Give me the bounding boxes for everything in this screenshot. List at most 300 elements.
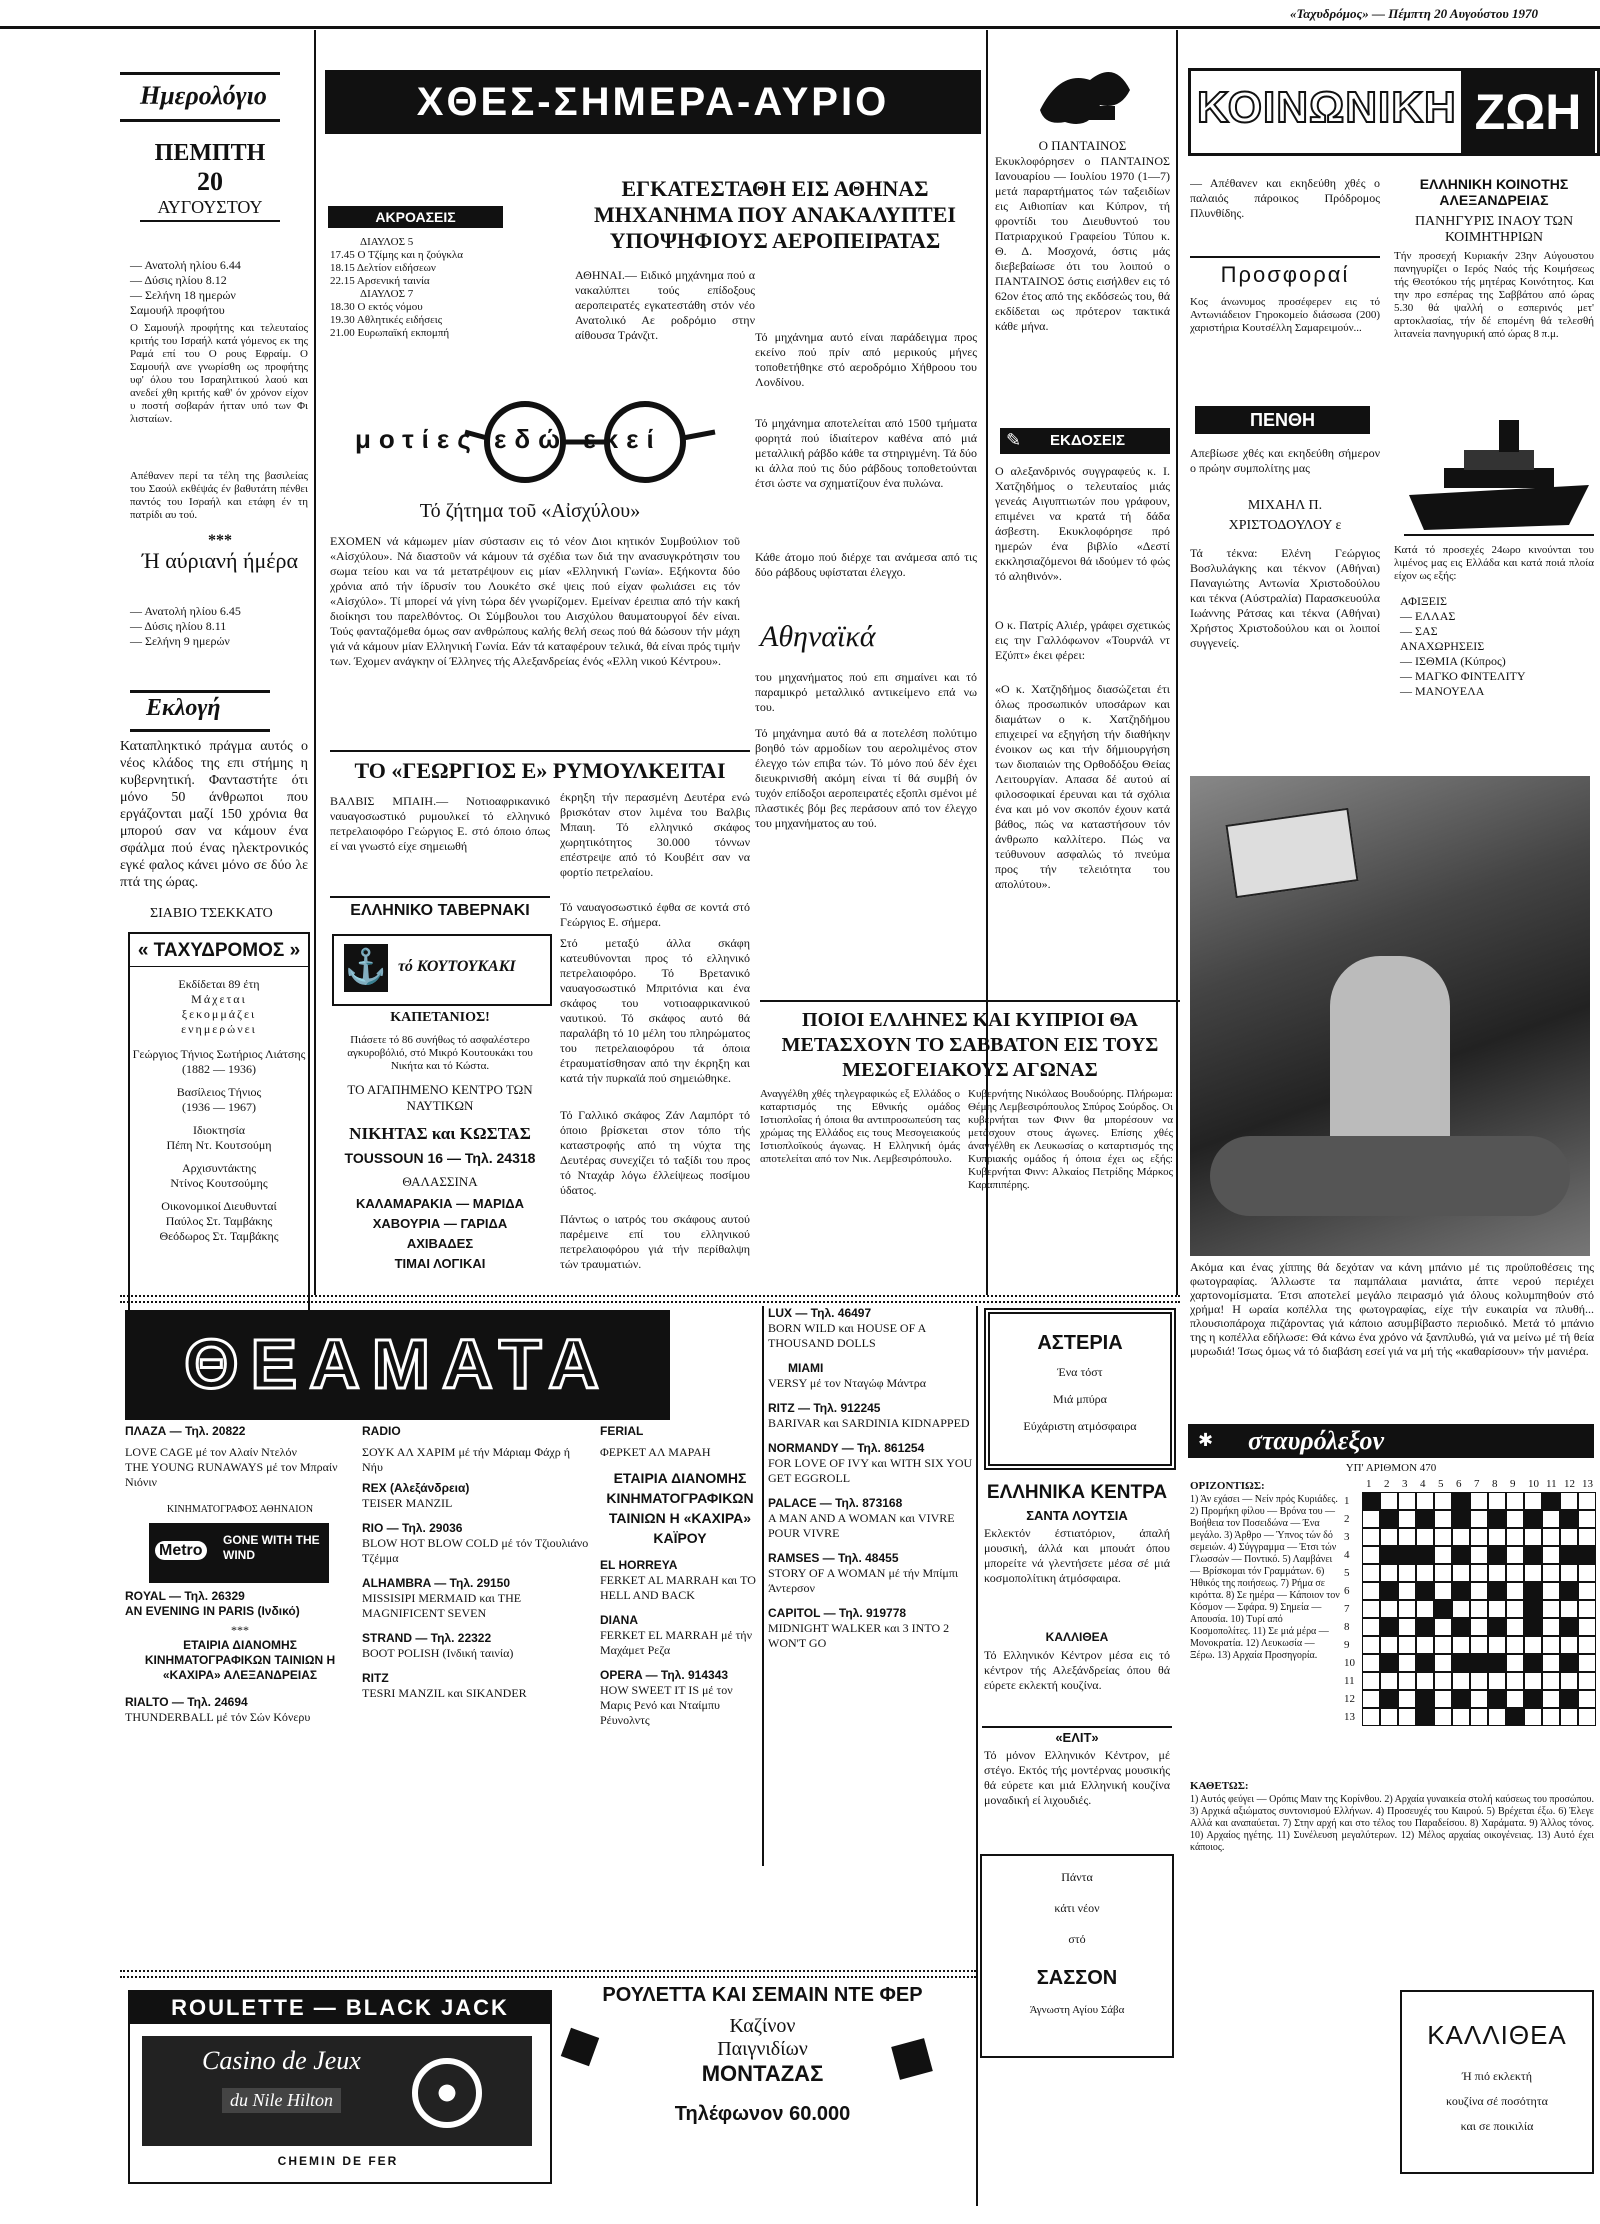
georgios-col2e: Πάντως ο ιατρός του σκάφους αυτού παρέμεινε επί του ελληνικού πετρελαιοφόρου γιά τήν περίθαλψη τών τραυματιών. [560,1212,750,1271]
theamata-entry: FERIAL [600,1424,644,1438]
crossword-cell[interactable] [1362,1582,1380,1600]
taxydromos-box [128,932,310,1326]
crossword-cell[interactable] [1452,1636,1470,1654]
crossword-cell[interactable] [1470,1564,1488,1582]
crossword-cell[interactable] [1380,1600,1398,1618]
crossword-cell[interactable] [1506,1546,1524,1564]
theamata-entry: HOW SWEET IT IS μέ τον Μαρις Ρενό και Νταίμπυ Ρέυνολντς [600,1683,733,1727]
crossword-cell[interactable] [1506,1618,1524,1636]
crossword-cell[interactable] [1542,1492,1560,1510]
crossword-cell[interactable] [1506,1690,1524,1708]
radio-programme [330,236,570,340]
star-icon: ✱ [1198,1430,1214,1450]
crossword-cell[interactable] [1380,1528,1398,1546]
crossword-cell[interactable] [1560,1510,1578,1528]
crossword-cell[interactable] [1524,1690,1542,1708]
crossword-cell[interactable] [1398,1510,1416,1528]
crossword-cell[interactable] [1488,1546,1506,1564]
koinoniki-news: — Απέθανεν και εκηδεύθη χθές ο παλαιός πάροικος Πρόδρομος Πλυνθίδης. [1190,176,1380,220]
crossword-cell[interactable] [1578,1672,1596,1690]
crossword-cell[interactable] [1506,1636,1524,1654]
crossword-cell[interactable] [1470,1672,1488,1690]
crossword-cell[interactable] [1542,1690,1560,1708]
crossword-cell[interactable] [1488,1510,1506,1528]
stavrolexo-title: σταυρόλεξον [1248,1426,1385,1455]
crossword-cell[interactable] [1362,1708,1380,1726]
metro-logo: Metro [155,1541,207,1560]
crossword-cell[interactable] [1452,1708,1470,1726]
kallithea-ad [1400,1990,1594,2174]
crossword-cell[interactable] [1416,1618,1434,1636]
crossword-column-number: 8 [1492,1478,1498,1490]
calendar-saint-text: Ο Σαμουήλ προφήτης και τελευταίος κριτής του Ισραήλ κατά γόμενος εκ της Ραμά επί του Ο ρους Εφραίμ. Ο Σαμουήλ ανε γνωρίσθη ως προφήτης υφ' όλου του Ισραηλιτικού λαού και ανεδεί χθη κριτής καθ' όν χρόνον είχον υ ποστή σοβαράν ήτταν υπό των Φι λισταίων. [130,322,308,425]
crossword-cell[interactable] [1434,1528,1452,1546]
prosforai-title: Προσφοραί [1190,256,1380,288]
crossword-cell[interactable] [1416,1492,1434,1510]
crossword-cell[interactable] [1362,1564,1380,1582]
crossword-cell[interactable] [1560,1636,1578,1654]
aisxylou-text: ΕΧΟΜΕΝ νά κάμωμεν μίαν σύστασιν εις τό νέον Διοι κητικόν Συμβούλιον τοῦ «Αἰσχύλου». Νά διαστοῦν νά κάμουν τά σχέδια των διά την ανασυγκρότησιν του σωμα τείου και να τά μετατρέψουν εις μίαν «Ελληνική Γωνία». Εξήκοντα δύο χρόνια από τήν ίδρυσίν του Λουκέτο σκέ ψεις πού είχαν φωλιάσει εις τόν «Αἰσχύλο». Τί μπορεί νά γίνη τώρα δέν γνωρίζομεν. Εμείναν έρειπια από τήν κακή διοίκησι του παρελθόντος. Οι Σύμβουλοι του Αισχύλου θαυματουργοί δέν είναι. Τούς φανταζόμεθα όμως σαν ανθρώπους καλής θελή σεως πού θά δώσουν τήν μάχη γιά νά κάμουν μίαν Ελληνική Γωνία. Εάν τά καταφέρουν τελικά, θά είναι πρός τιμήν των. Έχομεν ανάγκην οί Έλληνες τής Αλεξανδρείας ένός «Ελλη νικού Κέντρου». [330,534,740,668]
crossword-cell[interactable] [1506,1582,1524,1600]
crossword-cell[interactable] [1398,1618,1416,1636]
theamata-entry: BARIVAR και SARDINIA KIDNAPPED [768,1416,970,1430]
taxydromos-econ-label: Οικονομικοί Διευθυνταί [161,1199,277,1213]
crossword-cell[interactable] [1542,1564,1560,1582]
xthes-article-p4: Κάθε άτομο πού διέρχε ται ανάμεσα από τις δύο ράβδους υφίσταται έλεγχο. [755,550,977,579]
crossword-cell[interactable] [1542,1546,1560,1564]
crossword-cell[interactable] [1488,1600,1506,1618]
crossword-grid [1342,1478,1596,1768]
theamata-entry: BOOT POLISH (Ινδική ταινία) [362,1646,514,1660]
ship-row: — ΙΣΘΜΙΑ (Κύπρος) [1400,654,1506,668]
taxydromos-editor-label: Αρχισυντάκτης [181,1161,257,1175]
crossword-cell[interactable] [1578,1510,1596,1528]
crossword-cell[interactable] [1416,1654,1434,1672]
elit-title: «ΕΛΙΤ» [982,1726,1172,1745]
sasson-line: Άγνωστη Αγίου Σάβα [1029,2004,1125,2016]
crossword-cell[interactable] [1380,1654,1398,1672]
crossword-cell[interactable] [1398,1492,1416,1510]
taverna-title: ΕΛΛΗΝΙΚΟ ΤΑΒΕΡΝΑΚΙ [330,896,550,920]
kentra-rule [976,1306,978,2206]
crossword-cell[interactable] [1434,1582,1452,1600]
theamata-entry: A MAN AND A WOMAN και VIVRE POUR VIVRE [768,1511,955,1540]
crossword-cell[interactable] [1380,1492,1398,1510]
crossword-cell[interactable] [1362,1618,1380,1636]
calendar-month: ΑΥΓΟΥΣΤΟΥ [140,197,280,222]
crossword-cell[interactable] [1398,1564,1416,1582]
column-rule-1 [314,30,316,1295]
montazas-line: Παιγνιδίων [717,2038,808,2060]
crossword-cell[interactable] [1380,1672,1398,1690]
georgios-headline: ΤΟ «ΓΕΩΡΓΙΟΣ Ε» ΡΥΜΟΥΛΚΕΙΤΑΙ [330,750,750,784]
crossword-cell[interactable] [1578,1636,1596,1654]
crossword-cell[interactable] [1578,1564,1596,1582]
crossword-cell[interactable] [1470,1600,1488,1618]
crossword-cell[interactable] [1380,1546,1398,1564]
kallithea-ad-line: Ή πιό εκλεκτή [1461,2069,1533,2083]
sasson-line: στό [1068,1932,1086,1946]
theamata-entry: THUNDERBALL μέ τόν Σών Κόνερυ [125,1710,311,1724]
crossword-cell[interactable] [1434,1708,1452,1726]
eklogi-author: ΣΙΑΒΙΟ ΤΣΕΚΚΑΤΟ [150,906,273,921]
crossword-column-number: 4 [1420,1478,1426,1490]
crossword-cell[interactable] [1470,1618,1488,1636]
koinotis-subtitle: ΠΑΝΗΓΥΡΙΣ ΙΝΑΟΥ ΤΩΝ ΚΟΙΜΗΤΗΡΙΩΝ [1414,214,1574,245]
crossword-cell[interactable] [1452,1492,1470,1510]
crossword-cell[interactable] [1488,1690,1506,1708]
crossword-cell[interactable] [1524,1618,1542,1636]
penthi-text: Απεβίωσε χθές και εκηδεύθη σήμερον ο πρώην συμπολίτης μας [1190,446,1380,475]
crossword-cell[interactable] [1524,1582,1542,1600]
programme-line: ΔΙΑΥΛΟΣ 7 [360,288,414,300]
ship-row: — ΜΑΓΚΟ ΦΙΝΤΕΛΙΤΥ [1400,669,1526,683]
koinoniki-banner [1188,68,1600,156]
georgios-col2: έκρηξη τήν περασμένη Δευτέρα ενώ βρισκόταν στον λιμένα του Βαλβις Μπαιη. Τό ελληνικό σκάφος χωρητικότητος 30.000 τόννων επέστρεψε από τό Κουβέιτ σαν να φορτίο πετρελαίου. [560,790,750,879]
theamata-entry: RITZ [362,1671,389,1685]
crossword-cell[interactable] [1542,1708,1560,1726]
crossword-cell[interactable] [1524,1654,1542,1672]
calendar-line: — Σελήνη 9 ημερών [130,634,230,648]
crossword-cell[interactable] [1452,1528,1470,1546]
crossword-row-number: 8 [1344,1621,1350,1633]
crossword-cell[interactable] [1506,1564,1524,1582]
theamata-col2 [362,1424,592,1864]
top-rule [0,26,1600,29]
georgios-col2b: Τό ναυαγοσωστικό έφθα σε κοντά στό Γεώργιος Ε. σήμερα. [560,900,750,929]
theamata-entry: ΕΤΑΙΡΙΑ ΔΙΑΝΟΜΗΣ ΚΙΝΗΜΑΤΟΓΡΑΦΙΚΩΝ ΤΑΙΝΙΩΝ Η «ΚΑΧΙΡΑ» ΑΛΕΞΑΝΔΡΕΙΑΣ [144,1638,336,1682]
xthes-banner: ΧΘΕΣ-ΣΗΜΕΡΑ-ΑΥΡΙΟ [325,70,981,134]
montazas-line: Καζίνον [729,2015,796,2037]
asteria-line: Μιά μπύρα [1053,1392,1107,1406]
crossword-cell[interactable] [1380,1618,1398,1636]
calendar-today [130,258,305,318]
crossword-cell[interactable] [1398,1582,1416,1600]
crossword-cell[interactable] [1416,1510,1434,1528]
crossword-cell[interactable] [1470,1492,1488,1510]
crossword-cell[interactable] [1416,1672,1434,1690]
theamata-entry: EL HORREYA [600,1558,678,1572]
crossword-cell[interactable] [1398,1600,1416,1618]
crossword-cell[interactable] [1380,1690,1398,1708]
crossword-cell[interactable] [1380,1564,1398,1582]
crossword-cell[interactable] [1488,1618,1506,1636]
theamata-entry: MIAMI [788,1361,824,1375]
casino-place: du Nile Hilton [222,2088,341,2113]
crossword-cell[interactable] [1470,1510,1488,1528]
crossword-cell[interactable] [1560,1618,1578,1636]
crossword-cell[interactable] [1578,1546,1596,1564]
taxydromos-line: ενημερώνει [181,1022,257,1036]
crossword-cell[interactable] [1452,1654,1470,1672]
crossword-cell[interactable] [1452,1690,1470,1708]
theamata-entry: DIANA [600,1613,638,1627]
crossword-cell[interactable] [1452,1582,1470,1600]
crossword-cell[interactable] [1434,1564,1452,1582]
crossword-cell[interactable] [1524,1510,1542,1528]
crossword-cell[interactable] [1416,1528,1434,1546]
xthes-article-p1: ΑΘΗΝΑΙ.— Ειδικό μηχάνημα πού α νακαλύπτει τούς επίδοξους αεροπειρατές εγκατεστάθη στόν νέο Ανατολικό Αε ροδρόμιο στην αίθουσα Τράνζιτ. [575,268,755,342]
crossword-cell[interactable] [1434,1636,1452,1654]
theamata-entry: FOR LOVE OF IVY και WITH SIX YOU GET EGGROLL [768,1456,973,1485]
crossword-cell[interactable] [1542,1672,1560,1690]
koinotis-title: ΕΛΛΗΝΙΚΗ ΚΟΙΝΟΤΗΣ ΑΛΕΞΑΝΔΡΕΙΑΣ [1419,176,1569,208]
crossword-cell[interactable] [1488,1528,1506,1546]
bottom-divider [120,1970,976,1978]
crossword-row-number: 13 [1344,1711,1355,1723]
crossword-cell[interactable] [1470,1546,1488,1564]
crossword-row-number: 12 [1344,1693,1355,1705]
xthes-headline: ΕΓΚΑΤΕΣΤΑΘΗ ΕΙΣ ΑΘΗΝΑΣ ΜΗΧΑΝΗΜΑ ΠΟΥ ΑΝΑΚΑΛΥΠΤΕΙ ΥΠΟΨΗΦΙΟΥΣ ΑΕΡΟΠΕΙΡΑΤΑΣ [594,176,956,253]
crossword-cell[interactable] [1560,1528,1578,1546]
crossword-cell[interactable] [1452,1618,1470,1636]
crossword-cell[interactable] [1506,1492,1524,1510]
crossword-cell[interactable] [1362,1636,1380,1654]
ship-row: — ΕΛΛΑΣ [1400,609,1456,623]
crossword-cell[interactable] [1560,1690,1578,1708]
crossword-cell[interactable] [1524,1492,1542,1510]
calendar-line: — Ανατολή ηλίου 6.44 [130,258,241,272]
theamata-entry: CAPITOL — Τηλ. 919778 [768,1606,907,1620]
crossword-cell[interactable] [1470,1654,1488,1672]
gone-title: GONE WITH THE WIND [223,1533,320,1562]
sasson-line: κάτι νέον [1054,1901,1100,1915]
crossword-cell[interactable] [1434,1618,1452,1636]
crossword-cell[interactable] [1560,1672,1578,1690]
crossword-cell[interactable] [1416,1582,1434,1600]
crossword-row-number: 4 [1344,1549,1350,1561]
mesogeiakoi-headline-text: ΠΟΙΟΙ ΕΛΛΗΝΕΣ ΚΑΙ ΚΥΠΡΙΟΙ ΘΑ ΜΕΤΑΣΧΟΥΝ ΤΟ ΣΑΒΒΑΤΟΝ ΕΙΣ ΤΟΥΣ ΜΕΣΟΓΕΙΑΚΟΥΣ ΑΓΩΝΑΣ [781,1009,1159,1081]
crossword-cell[interactable] [1506,1510,1524,1528]
crossword-cell[interactable] [1506,1672,1524,1690]
theamata-entry: BORN WILD και HOUSE OF A THOUSAND DOLLS [768,1321,926,1350]
crossword-cell[interactable] [1452,1600,1470,1618]
athinaika-logo: Αθηναϊκά [760,620,876,653]
crossword-cell[interactable] [1578,1582,1596,1600]
crossword-cell[interactable] [1524,1564,1542,1582]
crossword-cell[interactable] [1362,1492,1380,1510]
crossword-cell[interactable] [1362,1690,1380,1708]
crossword-cell[interactable] [1434,1672,1452,1690]
crossword-cell[interactable] [1416,1690,1434,1708]
crossword-cell[interactable] [1452,1672,1470,1690]
theamata-entry: *** [231,1623,249,1637]
crossword-cell[interactable] [1506,1528,1524,1546]
crossword-cell[interactable] [1380,1636,1398,1654]
crossword-cell[interactable] [1488,1492,1506,1510]
crossword-cell[interactable] [1362,1672,1380,1690]
crossword-cell[interactable] [1398,1546,1416,1564]
koinotis-text: Τήν προσεχή Κυριακήν 23ην Αύγουστου πανηγυρίζει ο Ιερός Ναός τής Κοιμήσεως τής Θεοτόκου τής μητέρας Κοινότητος. Και την προ εσπέρας της Σαββάτου από ώρας 5.30 θά ψαλλή ο εσπερινός μετ' αρτοκλασίας, τήν δέ επομένη θά τελεσθή λιτανεία πανηγυρική από ώρας 8 π.μ. [1394,250,1594,340]
ekdoseis-label-text: ΕΚΔΟΣΕΙΣ [1050,432,1126,449]
radio-label: ΑΚΡΟΑΣΕΙΣ [328,206,503,228]
crossword-cell[interactable] [1560,1492,1578,1510]
crossword-cell[interactable] [1416,1708,1434,1726]
ekdoseis-p3: «Ο κ. Χατζηδήμος διασώζεται έτι όλως προσωπικόν υποσάρων και διαμάτων ο κ. Χατζηδήμου επιχειρεί να εξηγήση τήν διαθήκην ένοικον ως και τήν δήμιουργήση των διοπαιών της Ορθοδόξου Θείας Λειτουργίαν. Απασα δέ αυτού αί φιλοσοφικαί έρευναι και τά σχόλια ένα και μό νον σκοπόν έχουν κατά βάθος, πώς να καταστήσουν τόν άνθρωπο καλλίτερο. Πώς να τεύθυνουν ασφαλώς τό πνεύμα προς τήν τελειότητα του απολύτου». [995,682,1170,891]
crossword-cell[interactable] [1488,1582,1506,1600]
ship-icon [1404,390,1594,540]
pantainos-text: Εκυκλοφόρησεν ο ΠΑΝΤΑΙΝΟΣ Ιανουαρίου — Ιουλίου 1970 (1—7) μετά παραρτήματος τών ταξειδίων εις Αιθιοπίαν και Κύπρον, τή φροντίδι του Διευθυντού του Πατριαρχικού Γραφείου Τύπου κ. Θ. Δ. Μοσχονά, όστις μάς διεβεβαίωσε ότι του λοιπού ο ΠΑΝΤΑΙΝΟΣ όστις εισήλθεν εις τό 62ον έτος από της εκδόσεώς του, θά εκδίδεται ως πρότερον τακτικά κάθε μήνα. [995,154,1170,333]
calendar-date: 20 [197,167,223,196]
crossword-cell[interactable] [1524,1708,1542,1726]
crossword-cell[interactable] [1542,1636,1560,1654]
crossword-cell[interactable] [1452,1510,1470,1528]
crossword-cell[interactable] [1488,1636,1506,1654]
crossword-column-number: 11 [1546,1478,1557,1490]
crossword-cell[interactable] [1398,1690,1416,1708]
theamata-banner-text: ΘΕΑΜΑΤΑ [184,1325,611,1403]
crossword-cell[interactable] [1542,1528,1560,1546]
taverna-sea: ΘΑΛΑΣΣΙΝΑ [402,1174,478,1189]
elit-text: Τό μόνον Ελληνικόν Κέντρον, μέ στέγο. Εκτός τής μοντέρνας μουσικής θά εύρετε και μιά Ελληνική κουζίνα μοναδική εί λιχουδιές. [984,1748,1170,1807]
mesogeiakoi-col1: Αναγγέλθη χθές τηλεγραφικώς εξ Ελλάδος ο καταρτισμός της Εθνικής ομάδος Ιστιοπλοΐας ή όποια θα αντιπροσωπεύση τας χρώμας της Ελλάδος εις τους Μεσογειακούς Ιστιοπλοϊκούς άγωνας. Η Ελληνική όμάς αποτελείται από τον Νικ. Λεμβεσιρόπουλο. [760,1088,960,1165]
crossword-cell[interactable] [1434,1600,1452,1618]
crossword-cell[interactable] [1416,1546,1434,1564]
crossword-cell[interactable] [1542,1618,1560,1636]
crossword-cell[interactable] [1524,1546,1542,1564]
metro-ad [149,1523,329,1583]
crossword-cell[interactable] [1362,1654,1380,1672]
photo-caption: Ακόμα και ένας χίππης θά δεχόταν να κάνη μπάνιο μέ τις προϋποθέσεις της φωτογραφίας. Άλλωστε τα παμπάλαια μανιάτα, άπτε νερού περιέχει χαρτονομίσματα. Έτσι αποτελεί μεγάλο πειρασμό γιά όλους κολυμπηθούν στό χρήμα! Η ωραία κοπέλλα της φωτογραφίας, είχε τήν ευκαιρία να πλυθή... πλουσιοπάροχα πιζάροντας γιά κάποιο ασυμβίβαστο περιοδικό. Μετά τό μπάνιο της η κοπέλλα εδήλωσε: Θά κάνω ένα χρόνο νά ξανπλυθώ, γιά να μείνω μέ τή θεία μυρωδιά! Ίσως όμως νά τό διαβάση εσεί γιά να μή τής «καθαρίσουν» τήν μανιέρα. [1190,1260,1594,1358]
crossword-cell[interactable] [1488,1672,1506,1690]
taverna-text2: ΤΟ ΑΓΑΠΗΜΕΝΟ ΚΕΝΤΡΟ ΤΩΝ ΝΑΥΤΙΚΩΝ [347,1082,533,1113]
asteria-box [984,1308,1176,1470]
xthes-article-p5: του μηχανήματος πού επι σημαίνει και τό παραμικρό μεταλλικό αντικείμενο επά νω του. [755,670,977,714]
theamata-entry: FERKET AL MARRAH και TO HELL AND BACK [600,1573,756,1602]
calendar-tomorrow [130,604,305,649]
crossword-cell[interactable] [1506,1654,1524,1672]
montazas-phone: Τηλέφωνον 60.000 [674,2103,851,2125]
eklogi-logo-text: Εκλογή [146,695,221,721]
crossword-row-number: 7 [1344,1603,1350,1615]
crossword-cell[interactable] [1542,1600,1560,1618]
theamata-entry: ALHAMBRA — Τηλ. 29150 [362,1576,511,1590]
crossword-cell[interactable] [1416,1600,1434,1618]
theamata-entry: ROYAL — Τηλ. 26329 [125,1589,245,1603]
crossword-cell[interactable] [1362,1528,1380,1546]
ship-list [1400,594,1590,699]
crossword-cell[interactable] [1560,1600,1578,1618]
calendar-logo-text: Ημερολόγιο [140,81,267,110]
crossword-cell[interactable] [1380,1708,1398,1726]
crossword-cell[interactable] [1506,1708,1524,1726]
crossword-column-number: 6 [1456,1478,1462,1490]
crossword-cell[interactable] [1362,1510,1380,1528]
roulette-title: ROULETTE — BLACK JACK [130,1992,550,2024]
penthi-family: Τά τέκνα: Ελένη Γεώργιος Βοσλυλάγκης και τέκνον (Αθήναι) Παναγιώτης Αντωνία Χριστοδούλου και τέκνα (Αύστραλία) Παρασκευούλα Ιωάννης Ράτσας και τέκνα (Αθήναι) Χρήστος Χριστοδούλου και οι λοιποί συγγενείς. [1190,546,1380,650]
theamata-entry: MISSISIPI MERMAID και THE MAGNIFICENT SEVEN [362,1591,522,1620]
stavrolexo-banner [1188,1424,1594,1458]
crossword-cell[interactable] [1578,1528,1596,1546]
crossword-cell[interactable] [1488,1654,1506,1672]
crossword-cell[interactable] [1470,1528,1488,1546]
calendar-date-box [140,140,280,222]
crossword-cell[interactable] [1488,1564,1506,1582]
taxydromos-owner: Βασίλειος Τήνιος [176,1085,262,1099]
roulette-wheel-icon [412,2058,482,2128]
crossword-cell[interactable] [1416,1636,1434,1654]
crossword-cell[interactable] [1470,1708,1488,1726]
crossword-cell[interactable] [1398,1708,1416,1726]
pantainos-name: Ο ΠΑΝΤΑΙΝΟΣ [1038,138,1127,153]
crossword-cell[interactable] [1578,1492,1596,1510]
taverna-address: TOUSSOUN 16 — Τηλ. 24318 [344,1150,536,1166]
penthi-label: ΠΕΝΘΗ [1195,406,1370,434]
crossword-cell[interactable] [1470,1636,1488,1654]
book-icon: ✎ [1006,430,1022,450]
theamata-divider [120,1295,1180,1303]
crossword-cell[interactable] [1578,1690,1596,1708]
theamata-col1 [125,1424,355,1864]
crossword-cell[interactable] [1434,1654,1452,1672]
crossword-cell[interactable] [1560,1708,1578,1726]
crossword-cell[interactable] [1578,1708,1596,1726]
crossword-cell[interactable] [1488,1708,1506,1726]
crossword-cell[interactable] [1452,1546,1470,1564]
santa-text: Εκλεκτόν έστιατόριον, άπαλή μουσική, άλλά και μπουάτ όπου μπορείτε νά γλεντήσετε μέσα σέ μιά κοσμοπολίτικη άτμόσφαιρα. [984,1526,1170,1585]
crossword-column-number: 3 [1402,1478,1408,1490]
crossword-cell[interactable] [1398,1672,1416,1690]
calendar-line: — Δύσις ηλίου 8.11 [130,619,227,633]
crossword-cell[interactable] [1542,1510,1560,1528]
crossword-cell[interactable] [1470,1582,1488,1600]
crossword-cell[interactable] [1434,1690,1452,1708]
crossword-cell[interactable] [1578,1618,1596,1636]
crossword-cell[interactable] [1398,1654,1416,1672]
crossword-cell[interactable] [1470,1690,1488,1708]
crossword-cell[interactable] [1380,1510,1398,1528]
taxydromos-owner-years: (1936 — 1967) [182,1100,256,1114]
crossword-cell[interactable] [1578,1600,1596,1618]
casino-panel [142,2036,532,2146]
theamata-entry: TESRI MANZIL και SIKANDER [362,1686,527,1700]
crossword-cell[interactable] [1524,1600,1542,1618]
crossword-cell[interactable] [1416,1564,1434,1582]
crossword-cell[interactable] [1578,1654,1596,1672]
crossword-cell[interactable] [1398,1528,1416,1546]
theamata-entry: THE YOUNG RUNAWAYS μέ τον Μπραίν Νιόνιν [125,1460,338,1489]
theamata-entry: RITZ — Τηλ. 912245 [768,1401,881,1415]
crossword-cell[interactable] [1560,1546,1578,1564]
crossword-cell[interactable] [1434,1546,1452,1564]
programme-line: ΔΙΑΥΛΟΣ 5 [360,236,414,248]
crossword-cell[interactable] [1560,1582,1578,1600]
crossword-cell[interactable] [1542,1582,1560,1600]
crossword-cell[interactable] [1380,1582,1398,1600]
crossword-cell[interactable] [1362,1600,1380,1618]
montazas-title: ΡΟΥΛΕΤΤΑ ΚΑΙ ΣΕΜΑΙΝ ΝΤΕ ΦΕΡ [602,1984,923,2006]
crossword-row-number: 6 [1344,1585,1350,1597]
taverna-kapetanios: ΚΑΠΕΤΑΝΙΟΣ! [390,1010,490,1025]
orizontios-label: ΟΡΙΖΟΝΤΙΩΣ: [1190,1480,1265,1492]
crossword-cell[interactable] [1434,1492,1452,1510]
kallithea-kentro-title: ΚΑΛΛΙΘΕΑ [1045,1630,1109,1644]
crossword-cell[interactable] [1524,1636,1542,1654]
crossword-cell[interactable] [1398,1636,1416,1654]
crossword-cell[interactable] [1524,1528,1542,1546]
crossword-cell[interactable] [1560,1564,1578,1582]
crossword-cell[interactable] [1560,1654,1578,1672]
crossword-cell[interactable] [1524,1672,1542,1690]
crossword-cell[interactable] [1452,1564,1470,1582]
taxydromos-founders: Γεώργιος Τήνιος Σωτήριος Λιάτσης [132,1047,306,1061]
crossword-cell[interactable] [1506,1600,1524,1618]
bathing-photo [1190,776,1590,1256]
crossword-cell[interactable] [1542,1654,1560,1672]
crossword-cell[interactable] [1434,1510,1452,1528]
koinoniki-banner-right: ΖΩΗ [1461,71,1595,153]
crossword-cell[interactable] [1362,1546,1380,1564]
